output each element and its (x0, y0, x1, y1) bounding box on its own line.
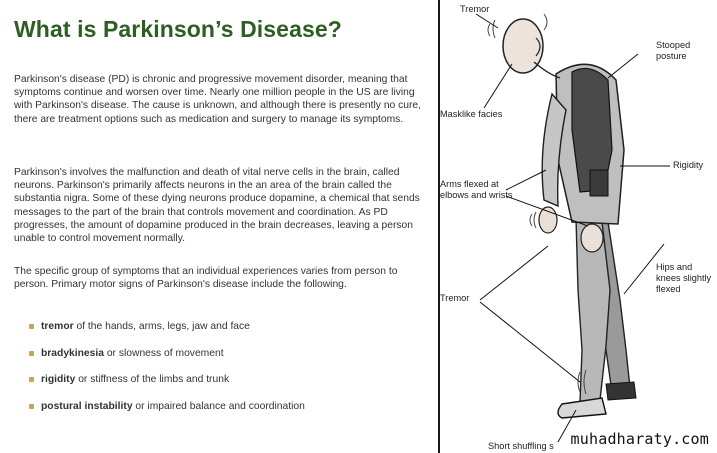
back-shoe-icon (606, 382, 636, 400)
symptom-term: postural instability (41, 400, 133, 412)
symptom-description: of the hands, arms, legs, jaw and face (73, 321, 250, 332)
callout-line (608, 54, 638, 78)
intro-paragraph: Parkinson's disease (PD) is chronic and progressive movement disorder, meaning that symptoms continue and worsen over time. Nearly one million people in the US are living with Parkinson's disease. The cause is unknown, and although there is presently no cure, there are treatment options such as medication and surgery to manage its symptoms. (14, 74, 422, 125)
list-item (30, 320, 305, 333)
symptom-term: bradykinesia (41, 347, 104, 359)
watermark: muhadharaty.com (567, 429, 713, 449)
symptoms-intro-paragraph: The specific group of symptoms that an individual experiences varies from person to person. Primary motor signs of Parkinson's disease include the following. (14, 266, 398, 291)
right-hand-icon (581, 224, 603, 252)
front-shoe-icon (558, 398, 606, 418)
neurons-paragraph: Parkinson's involves the malfunction and death of vital nerve cells in the brain, called neurons. Parkinson's primarily affects neurons in the an area of the brain called the substantia nigra. Some of these dying neurons produce dopamine, a chemical that sends messages to the part of the brain that controls movement and coordination. As PD progresses, the amount of dopamine produced in the brain decreases, leaving a person unable to control movement normally. (14, 167, 420, 245)
label-rigidity: Rigidity (673, 160, 704, 170)
label-hips-knees-flexed: Hips and knees slightly flexed (656, 262, 712, 294)
list-item (30, 400, 305, 413)
symptom-description: or stiffness of the limbs and trunk (75, 374, 230, 386)
label-arms-flexed: Arms flexed at elbows and wrists (440, 179, 513, 200)
symptom-term: rigidity (41, 374, 76, 386)
label-tremor-head: Tremor (460, 4, 490, 14)
list-item (30, 347, 305, 360)
bullet-icon (29, 351, 34, 356)
list-item (30, 373, 305, 386)
symptom-description: or impaired balance and coordination (132, 400, 305, 412)
label-short-shuffling: Short shuffling s (488, 441, 554, 451)
bullet-icon (29, 404, 34, 409)
symptom-list (30, 320, 305, 426)
parkinson-patient-illustration (440, 0, 717, 453)
bullet-icon (29, 377, 34, 382)
illustration-panel (440, 0, 717, 453)
callout-line (480, 246, 548, 300)
callout-line (480, 302, 580, 382)
bullet-icon (29, 324, 34, 329)
label-stooped-posture: Stooped posture (656, 40, 691, 61)
label-tremor-hands: Tremor (440, 293, 470, 303)
symptom-term: tremor (41, 321, 74, 332)
symptom-description: or slowness of movement (103, 347, 224, 359)
callout-line (484, 64, 512, 108)
label-masklike-facies: Masklike facies (440, 109, 503, 119)
pocket (590, 170, 608, 196)
page-title: What is Parkinson’s Disease? (14, 16, 342, 42)
